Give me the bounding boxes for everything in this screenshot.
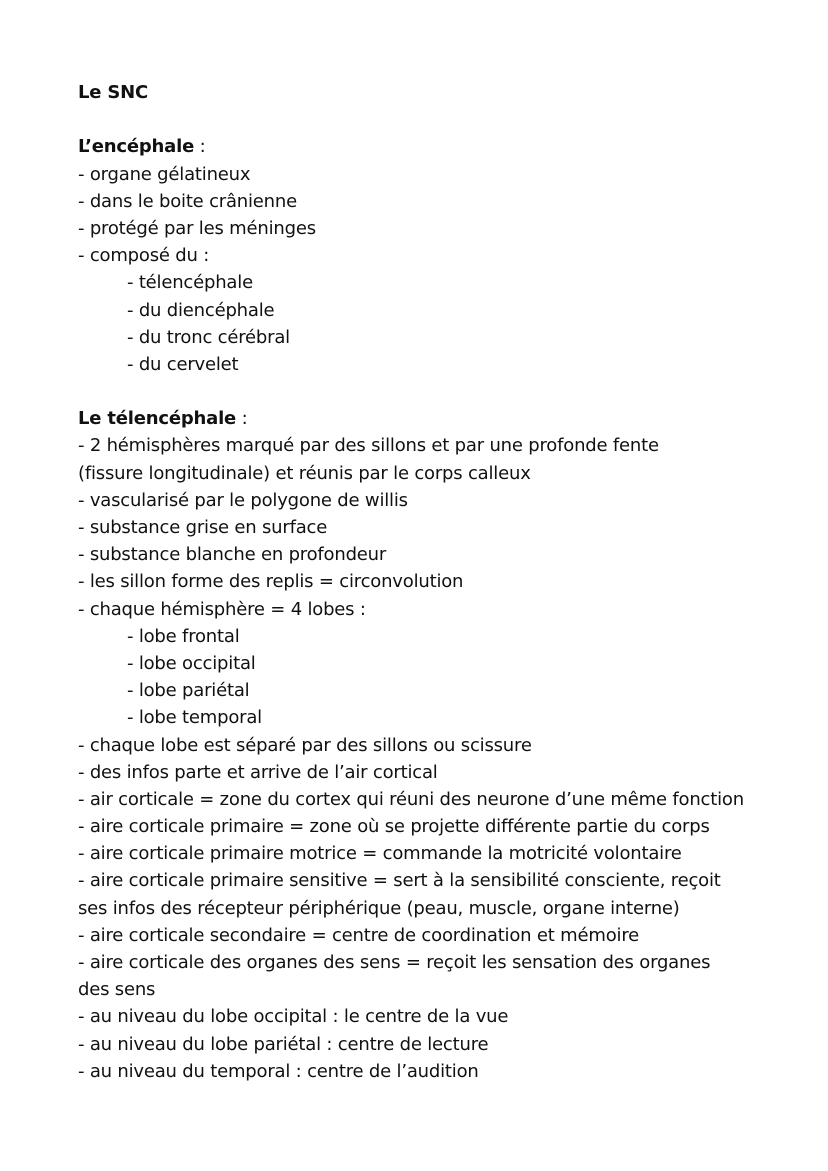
list-item-continuation: ses infos des récepteur périphérique (peau, muscle, organe interne)	[78, 897, 680, 919]
list-item: - aire corticale primaire = zone où se projette différente partie du corps	[78, 816, 710, 838]
list-item: - chaque hémisphère = 4 lobes :	[78, 598, 366, 620]
list-item: - chaque lobe est séparé par des sillons ou scissure	[78, 734, 532, 756]
spacer	[78, 378, 778, 405]
heading-text: Le télencéphale	[78, 408, 237, 430]
list-item-continuation: (fissure longitudinale) et réunis par le corps calleux	[78, 462, 531, 484]
document-page	[78, 79, 778, 1085]
list-item: - des infos parte et arrive de l’air cortical	[78, 761, 438, 783]
section-telencephale-heading	[78, 405, 778, 432]
list-item: - 2 hémisphères marqué par des sillons et par une profonde fente	[78, 435, 659, 457]
list-item: - substance blanche en profondeur	[78, 544, 387, 566]
heading-colon: :	[194, 136, 206, 158]
sub-list-item: - du cervelet	[127, 353, 239, 375]
list-item: - aire corticale des organes des sens = reçoit les sensation des organes	[78, 952, 711, 973]
heading-text: L’encéphale	[78, 136, 195, 158]
sub-list-item: - télencéphale	[127, 272, 253, 294]
list-item: - au niveau du temporal : centre de l’audition	[78, 1060, 479, 1082]
list-item: - composé du :	[78, 245, 210, 267]
list-item: - au niveau du lobe occipital : le centre de la vue	[78, 1006, 509, 1028]
list-item: - protégé par les méninges	[78, 217, 316, 239]
list-item: - substance grise en surface	[78, 517, 328, 538]
list-item: - aire corticale primaire sensitive = sert à la sensibilité consciente, reçoit	[78, 870, 721, 892]
sub-list-item: - lobe pariétal	[127, 680, 250, 702]
list-item-continuation: des sens	[78, 979, 156, 1001]
sub-list-item: - du tronc cérébral	[127, 326, 290, 348]
list-item: - air corticale = zone du cortex qui réuni des neurone d’une même fonction	[78, 788, 744, 810]
list-item: - dans le boite crânienne	[78, 190, 297, 212]
document-title: Le SNC	[78, 82, 148, 103]
section-encephale-heading	[78, 133, 778, 160]
sub-list-item: - lobe frontal	[127, 625, 240, 647]
sub-list-item: - du diencéphale	[127, 299, 275, 321]
list-item: - les sillon forme des replis = circonvolution	[78, 571, 464, 593]
sub-list-item: - lobe occipital	[127, 652, 256, 674]
list-item: - au niveau du lobe pariétal : centre de lecture	[78, 1033, 489, 1055]
list-item: - organe gélatineux	[78, 163, 251, 185]
list-item: - vascularisé par le polygone de willis	[78, 489, 408, 511]
list-item: - aire corticale primaire motrice = commande la motricité volontaire	[78, 843, 682, 865]
list-item: - aire corticale secondaire = centre de coordination et mémoire	[78, 924, 639, 946]
sub-list-item: - lobe temporal	[127, 707, 262, 729]
spacer	[78, 106, 778, 133]
heading-colon: :	[236, 408, 248, 430]
